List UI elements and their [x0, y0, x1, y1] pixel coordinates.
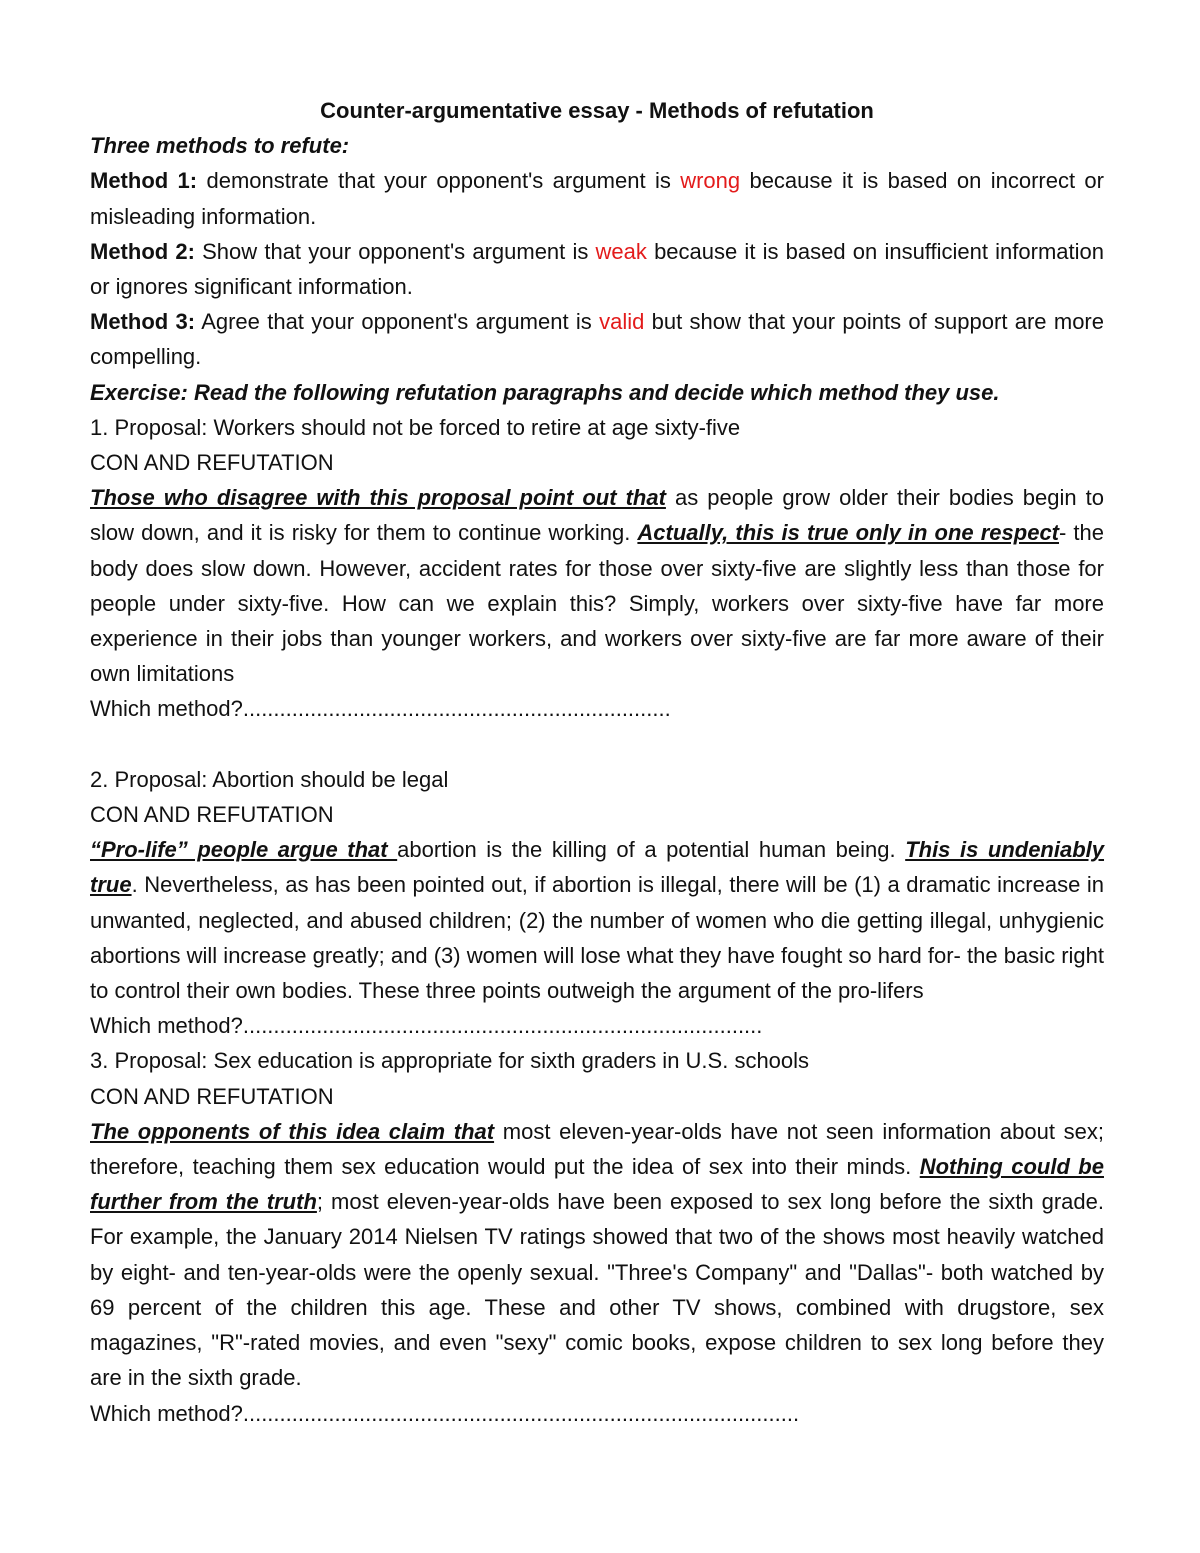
item-3-paragraph — [90, 1114, 1104, 1396]
item-1-concession-phrase: Actually, this is true only in one respect — [637, 520, 1060, 546]
document-title: Counter-argumentative essay - Methods of refutation — [320, 98, 874, 123]
item-2-concession-phrase: This is undeniably true — [90, 837, 1105, 898]
method-2-keyword: weak — [595, 238, 647, 264]
method-3-label: Method 3: — [90, 309, 196, 335]
item-2-text-2: . Nevertheless, as has been pointed out, if abortion is illegal, there will be (1) a dramatic increase in unwanted, neglected, and abused children; (2) the number of women who die getting illegal, unhygienic abortions will increase greatly; and (3) women will lose what they have fought so hard for- the basic right to control their own bodies. These three points outweigh the argument of the pro-lifers — [90, 872, 1104, 1004]
item-3-section-label: CON AND REFUTATION — [90, 1083, 334, 1109]
item-2-text-1: abortion is the killing of a potential human being. — [397, 837, 906, 863]
method-3-keyword: valid — [599, 309, 645, 335]
method-3-text-end: but show that your points of support are more compelling. — [90, 309, 1104, 370]
method-2 — [90, 234, 1104, 304]
item-1-lead-phrase: Those who disagree with this proposal point out that — [90, 485, 666, 511]
method-3-text: Agree that your opponent's argument is — [195, 309, 600, 335]
item-1-paragraph — [90, 480, 1104, 691]
item-1-proposal: 1. Proposal: Workers should not be forced to retire at age sixty-five — [90, 414, 741, 440]
item-2-section-label: CON AND REFUTATION — [90, 802, 334, 828]
intro-heading: Three methods to refute: — [90, 133, 350, 159]
document-page — [90, 93, 1104, 1431]
method-1-text-end: because it is based on incorrect or misleading information. — [90, 168, 1104, 229]
item-2-paragraph — [90, 832, 1104, 1008]
method-1-label: Method 1: — [90, 168, 198, 194]
method-2-text-end: because it is based on insufficient information or ignores significant information. — [90, 238, 1104, 300]
item-1-section-label: CON AND REFUTATION — [90, 450, 334, 476]
item-3-question: Which method?........................................................................................... — [90, 1400, 800, 1426]
item-3-lead-phrase: The opponents of this idea claim that — [90, 1118, 495, 1144]
item-3-concession-phrase: Nothing could be further from the truth — [90, 1154, 1104, 1215]
item-3-text-2: ; most eleven-year-olds have been exposed to sex long before the sixth grade. For example, the January 2014 Nielsen TV ratings showed that two of the shows most heavily watched by eight- and ten-year-olds were the openly sexual. "Three's Company" and "Dallas"- both watched by 69 percent of the children this age. These and other TV shows, combined with drugstore, sex magazines, "R"-rated movies, and even "sexy" comic books, expose children to sex long before they are in the sixth grade. — [90, 1189, 1104, 1391]
exercise-prompt: Exercise: Read the following refutation paragraphs and decide which method they use. — [90, 379, 1000, 405]
method-1-text: demonstrate that your opponent's argument is — [197, 168, 681, 194]
method-3 — [90, 304, 1104, 374]
item-3-text-1: most eleven-year-olds have not seen information about sex; therefore, teaching them sex education would put the idea of sex into their minds. — [90, 1118, 1105, 1180]
item-2-question: Which method?..................................................................................... — [90, 1013, 763, 1039]
method-2-label: Method 2: — [90, 238, 195, 264]
item-2-proposal: 2. Proposal: Abortion should be legal — [90, 766, 449, 792]
method-1 — [90, 163, 1104, 233]
item-1-text-2: - the body does slow down. However, accident rates for those over sixty-five are slightly less than those for people under sixty-five. How can we explain this? Simply, workers over sixty-five have far more experience in their jobs than younger workers, and workers over sixty-five are far more aware of their own limitations — [90, 520, 1105, 687]
item-3-proposal: 3. Proposal: Sex education is appropriate for sixth graders in U.S. schools — [90, 1048, 810, 1074]
item-1-question: Which method?...................................................................... — [90, 696, 671, 722]
method-1-keyword: wrong — [680, 168, 741, 194]
blank-line — [90, 727, 1104, 762]
method-2-text: Show that your opponent's argument is — [194, 238, 596, 264]
item-2-lead-phrase: “Pro-life” people argue that — [90, 837, 398, 863]
item-1-text-1: as people grow older their bodies begin to slow down, and it is risky for them to continue working. — [90, 485, 1104, 546]
